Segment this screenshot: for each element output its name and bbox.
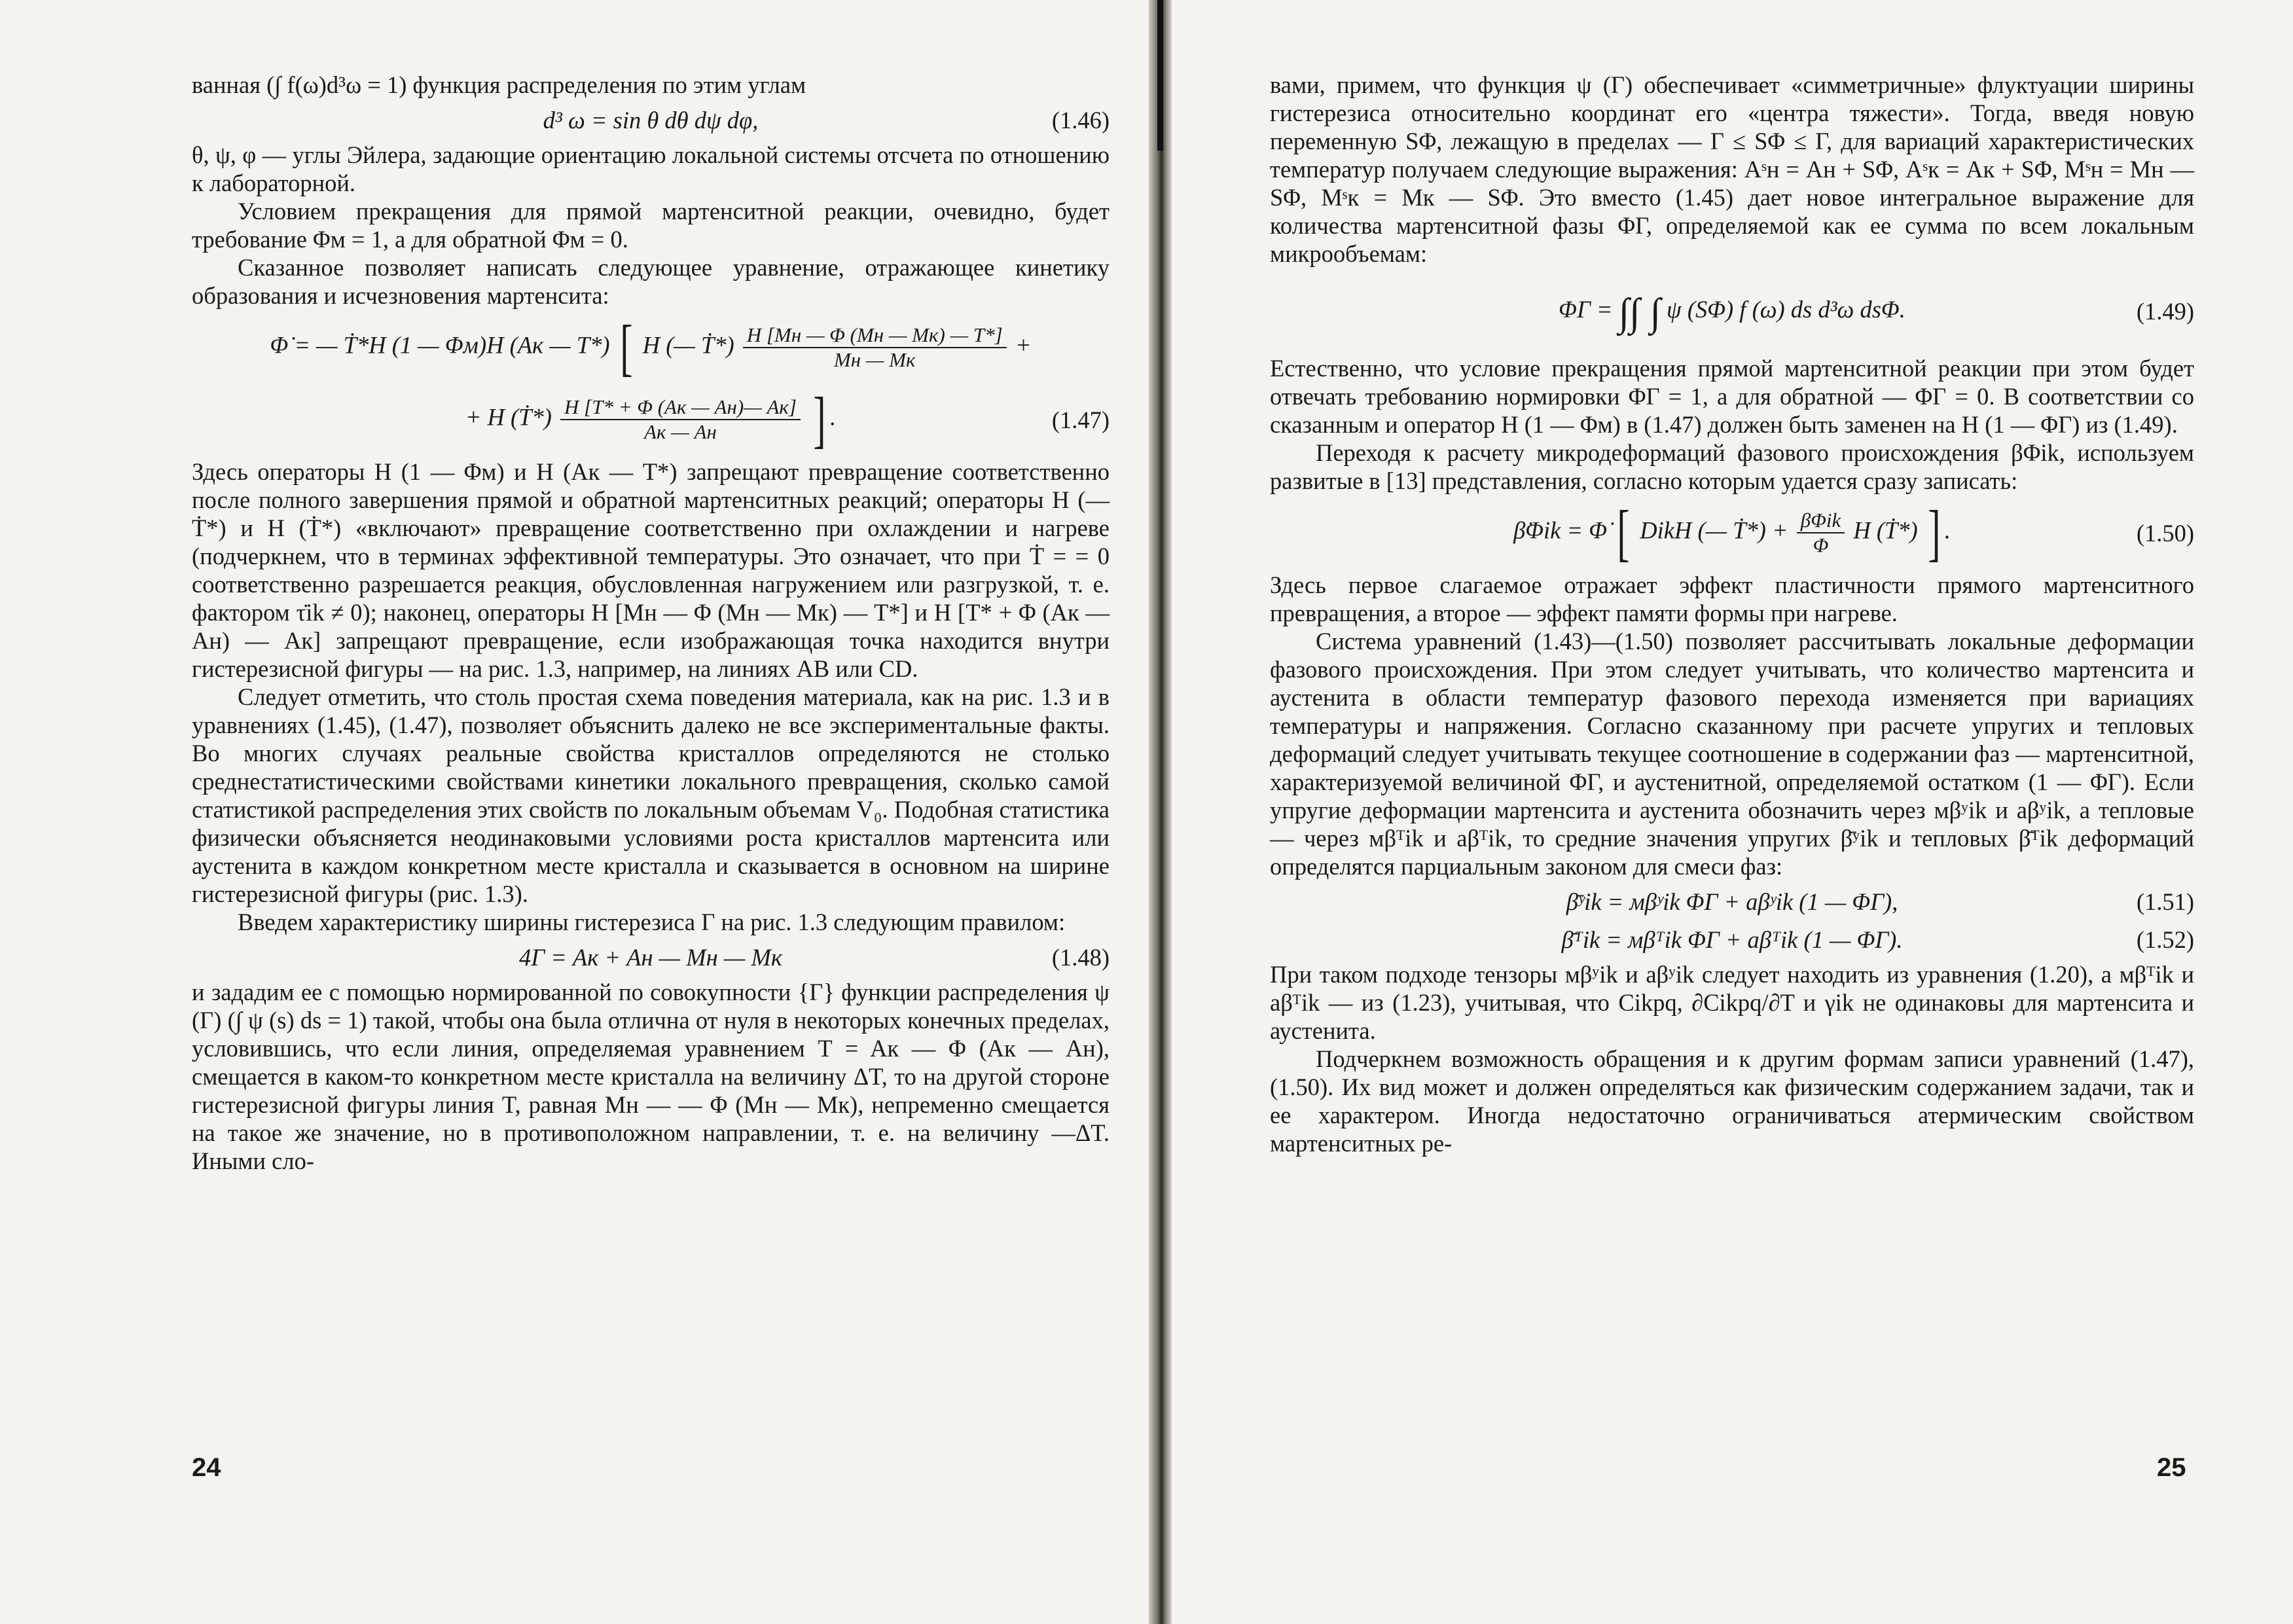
equation-1-46 xyxy=(192,103,1110,137)
equation-1-50 xyxy=(1270,499,2194,567)
book-gutter xyxy=(1149,0,1172,1624)
equation-term: DikH (— Ṫ*) + xyxy=(1640,516,1788,544)
equation-1-52 xyxy=(1270,922,2194,956)
left-bracket: [ xyxy=(1617,497,1630,568)
equation-term: H (Ṫ*) xyxy=(1853,516,1918,544)
paragraph: Здесь первое слагаемое отражает эффект пластичности прямого мартенситного превращения, а второе — эффект памяти формы при нагреве. xyxy=(1270,571,2194,626)
equation-term: + H (Ṫ*) xyxy=(465,403,552,431)
equation-body xyxy=(270,312,1032,382)
fraction-denominator: Aк — Aн xyxy=(644,420,717,443)
binding-shadow xyxy=(1157,0,1163,151)
paragraph: При таком подходе тензоры мβʸik и аβʸik следует находить из уравнения (1.20), а мβᵀik и аβᵀik — из (1.23), учитывая, что Cikpq, ∂Cikpq/∂T и γik не одинаковы для мартенсита и аустенита. xyxy=(1270,961,2194,1044)
equation-number: (1.50) xyxy=(2136,519,2194,547)
equation-1-47-line1 xyxy=(192,314,1110,382)
fraction xyxy=(743,323,1007,372)
left-text-column xyxy=(192,71,1110,1175)
equation-number: (1.47) xyxy=(1051,406,1110,433)
equation-body xyxy=(1559,290,1905,334)
paragraph: Естественно, что условие прекращения прямой мартенситной реакции при этом будет отвечать требованию нормировки ΦΓ = 1, а для обратной — ΦΓ = 0. В соответствии со сказанным и оператор H (1 — Φм) в (1.47) должен быть заменен на H (1 — ΦΓ) из (1.49). xyxy=(1270,355,2194,438)
equation-1-48 xyxy=(192,940,1110,974)
equation-number: (1.48) xyxy=(1051,943,1110,971)
left-bracket: [ xyxy=(620,312,633,382)
equation-1-47-line2 xyxy=(192,386,1110,454)
paragraph: ванная (∫ f(ω)d³ω = 1) функция распределения по этим углам xyxy=(192,71,806,98)
fraction-denominator: Mн — Mк xyxy=(833,348,916,371)
paragraph: и зададим ее с помощью нормированной по совокупности {Γ} функции распределения ψ (Γ) (∫ ψ (s) ds = 1) такой, чтобы она была отлична от нуля в некоторых конечных пределах, условившись, что если линия, определяемая уравнением T = Aк — Φ (Aк — Aн), смещается в каком-то конкретном месте кристалла на величину ΔT, то на другой стороне гистерезисной фигуры линия T, равная Mн — — Φ (Mн — Mк), непременно смещается на такое же значение, но в противоположном направлении, т. е. на величину —ΔT. Иными сло- xyxy=(192,979,1110,1174)
equation-body: 4Γ = Aк + Aн — Mн — Mк xyxy=(519,943,782,971)
right-bracket: ] xyxy=(1928,497,1941,568)
page-number: 25 xyxy=(2157,1453,2186,1482)
equation-body: d³ ω = sin θ dθ dψ dφ, xyxy=(543,106,759,134)
equation-body: β̄ʸik = мβʸik ΦΓ + аβʸik (1 — ΦΓ), xyxy=(1566,888,1898,915)
right-bracket: ] xyxy=(813,384,826,454)
equation-body: β̇Φik = Φ̇ [ DikH (— Ṫ*) + $\frac{\text{βΦik}}{\Phi}$ H (Ṫ*) ] . xyxy=(1513,497,1951,568)
paragraph: Здесь операторы H (1 — Φм) и H (Aк — T*) запрещают превращение соответственно после полного завершения прямой и обратной мартенситных реакций; операторы H (—Ṫ*) и H (Ṫ*) «включают» превращение соответственно при охлаждении и нагреве (подчеркнем, что в терминах эффективной температуры. Это означает, что при Ṫ = = 0 соответственно разрешается реакция, обусловленная нагружением или разгрузкой, т. е. фактором τ̇ik ≠ 0); наконец, операторы H [Mн — Φ (Mн — Mк) — T*] и H [T* + Φ (Aк — Aн) — Aк] запрещают превращение, если изображающая точка находится внутри гистерезисной фигуры — на рис. 1.3, например, на линиях AB или CD. xyxy=(192,458,1110,682)
right-page xyxy=(1172,0,2293,1624)
fraction-numerator: H [Mн — Φ (Mн — Mк) — T*] xyxy=(743,323,1007,348)
paragraph: Сказанное позволяет написать следующее уравнение, отражающее кинетику образования и исчезновения мартенсита: xyxy=(192,254,1110,309)
equation-term: ΦΓ = xyxy=(1559,296,1613,323)
equation-number: (1.51) xyxy=(2136,888,2194,915)
fraction xyxy=(1797,509,1845,557)
equation-term: β̇Φik = Φ̇ xyxy=(1513,516,1608,544)
paragraph: Переходя к расчету микродеформаций фазового происхождения βΦik, используем развитые в [13] представления, согласно которым удается сразу записать: xyxy=(1270,439,2194,494)
equation-term: Φ̇ = — Ṫ*H (1 — Φм)H (Aк — T*) xyxy=(270,331,610,359)
right-text-column xyxy=(1270,71,2194,1157)
fraction-denominator: Φ xyxy=(1813,533,1829,556)
equation-1-51 xyxy=(1270,884,2194,918)
equation-number: (1.49) xyxy=(2136,297,2194,325)
page-number: 24 xyxy=(192,1453,221,1482)
integral-sign: ∫∫ ∫ xyxy=(1618,290,1661,334)
paragraph: вами, примем, что функция ψ (Γ) обеспечивает «симметричные» флуктуации ширины гистерезиса относительно координат его «центра тяжести». Тогда, введя новую переменную SΦ, лежащую в пределах — Γ ≤ SΦ ≤ Γ, для вариаций характеристических температур получаем следующие выражения: Aˢн = Aн + SΦ, Aˢк = Aк + SΦ, Mˢн = Mн — SΦ, Mˢк = Mк — SΦ. Это вместо (1.45) дает новое интегральное выражение для количества мартенситной фазы ΦΓ, определяемой как ее сумма по всем локальным микрообъемам: xyxy=(1270,71,2194,267)
equation-number: (1.52) xyxy=(2136,926,2194,953)
fraction-numerator: H [T* + Φ (Aк — Aн)— Aк] xyxy=(560,395,801,420)
equation-term: H (— Ṫ*) xyxy=(642,331,734,359)
equation-body: + H (Ṫ*) $\frac{H [T* + \Phi (Aк — Aн)— Aк]}{Aк — Aн}$ ] . xyxy=(465,384,837,454)
paragraph: Подчеркнем возможность обращения и к другим формам записи уравнений (1.47), (1.50). Их вид может и должен определяться как физическим содержанием задачи, так и ее характером. Иногда недостаточно ограничиваться атермическим свойством мартенситных ре- xyxy=(1270,1045,2194,1157)
paragraph: Условием прекращения для прямой мартенситной реакции, очевидно, будет требование Φм = 1, а для обратной Φм = 0. xyxy=(192,198,1110,253)
equation-term: ψ (SΦ) f (ω) ds d³ω dsΦ. xyxy=(1667,296,1905,323)
equation-1-49 xyxy=(1270,272,2194,350)
paragraph: Введем характеристику ширины гистерезиса Γ на рис. 1.3 следующим правилом: xyxy=(238,909,1066,935)
paragraph: Следует отметить, что столь простая схема поведения материала, как на рис. 1.3 и в уравнениях (1.45), (1.47), позволяет объяснить далеко не все экспериментальные факты. Во многих случаях реальные свойства кристаллов определяются не столько среднестатистическими свойствами кинетики локального превращения, сколько самой статистикой распределения этих свойств по локальным объемам V₀. Подобная статистика физически объясняется неодинаковыми условиями роста кристаллов мартенсита или аустенита в каждом конкретном месте кристалла и сказывается в основном на ширине гистерезисной фигуры (рис. 1.3). xyxy=(192,683,1110,907)
equation-number: (1.46) xyxy=(1051,106,1110,134)
paragraph: Система уравнений (1.43)—(1.50) позволяет рассчитывать локальные деформации фазового происхождения. При этом следует учитывать, что количество мартенсита и аустенита в области температур фазового перехода изменяется при вариациях температуры и напряжения. Согласно сказанному при расчете упругих и тепловых деформаций следует учитывать текущее соотношение в содержании фаз — мартенситной, характеризуемой величиной ΦΓ, и аустенитной, определяемой остатком (1 — ΦΓ). Если упругие деформации мартенсита и аустенита обозначить через мβʸik и аβʸik, а тепловые — через мβᵀik и аβᵀik, то средние значения упругих β̄ʸik и тепловых β̄ᵀik деформаций определятся парциальным законом для смеси фаз: xyxy=(1270,628,2194,880)
fraction xyxy=(560,395,801,444)
fraction-numerator: βΦik xyxy=(1797,509,1845,533)
equation-body: β̄ᵀik = мβᵀik ΦΓ + аβᵀik (1 — ΦΓ). xyxy=(1561,926,1903,953)
paragraph: θ, ψ, φ — углы Эйлера, задающие ориентацию локальной системы отсчета по отношению к лабораторной. xyxy=(192,141,1110,196)
equation-term: + xyxy=(1015,331,1032,359)
